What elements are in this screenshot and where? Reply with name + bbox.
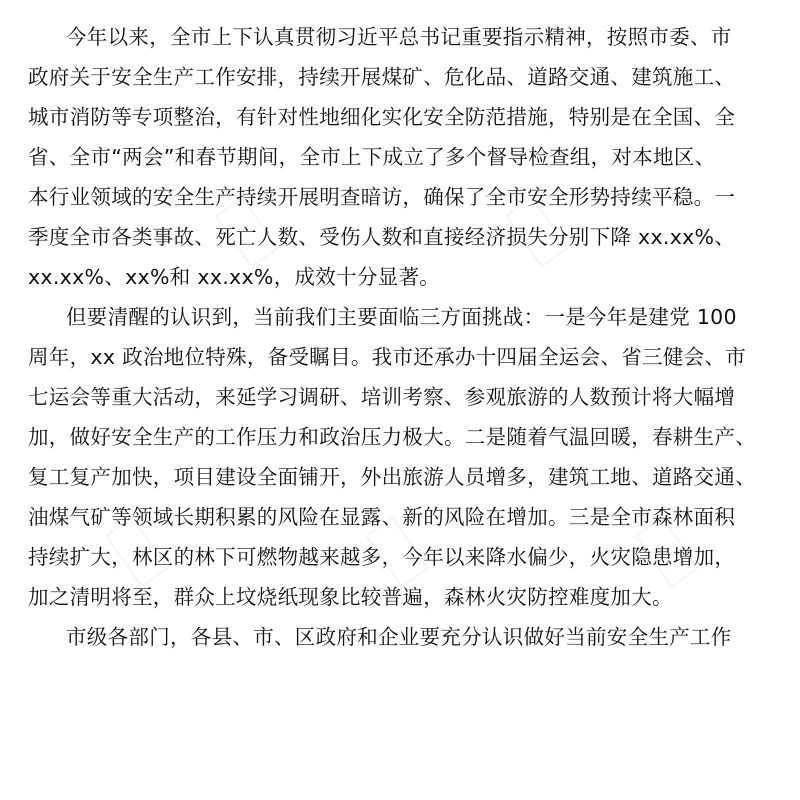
- text-line: 市级各部门，各县、市、区政府和企业要充分认识做好当前安全生产工作: [66, 625, 732, 649]
- text-line: 持续扩大，林区的林下可燃物越来越多，今年以来降水偏少，火灾隐患增加，: [28, 545, 736, 569]
- text-line: 本行业领域的安全生产持续开展明查暗访，确保了全市安全形势持续平稳。一: [28, 185, 736, 209]
- text-line: xx.xx%、xx%和 xx.xx%，成效十分显著。: [28, 265, 441, 289]
- text-line: 复工复产加快，项目建设全面铺开，外出旅游人员增多，建筑工地、道路交通、: [28, 465, 756, 489]
- text-line: 加，做好安全生产的工作压力和政治压力极大。二是随着气温回暖，春耕生产、: [28, 425, 756, 449]
- text-line: 省、全市“两会”和春节期间，全市上下成立了多个督导检查组，对本地区、: [28, 145, 716, 169]
- text-line: 季度全市各类事故、死亡人数、受伤人数和直接经济损失分别下降 xx.xx%、: [28, 225, 736, 249]
- text-line: 周年，xx 政治地位特殊，备受瞩目。我市还承办十四届全运会、省三健会、市: [28, 345, 747, 369]
- text-line: 今年以来，全市上下认真贯彻习近平总书记重要指示精神，按照市委、市: [66, 25, 732, 49]
- text-line: 城市消防等专项整治，有针对性地细化实化安全防范措施，特别是在全国、全: [28, 105, 736, 129]
- text-line: 加之清明将至，群众上坟烧纸现象比较普遍，森林火灾防控难度加大。: [28, 585, 673, 609]
- text-line: 七运会等重大活动，来延学习调研、培训考察、参观旅游的人数预计将大幅增: [28, 385, 736, 409]
- text-line: 政府关于安全生产工作安排，持续开展煤矿、危化品、道路交通、建筑施工、: [28, 65, 736, 89]
- text-line: 但要清醒的认识到，当前我们主要面临三方面挑战：一是今年是建党 100: [66, 305, 737, 329]
- text-line: 油煤气矿等领域长期积累的风险在显露、新的风险在增加。三是全市森林面积: [28, 505, 736, 529]
